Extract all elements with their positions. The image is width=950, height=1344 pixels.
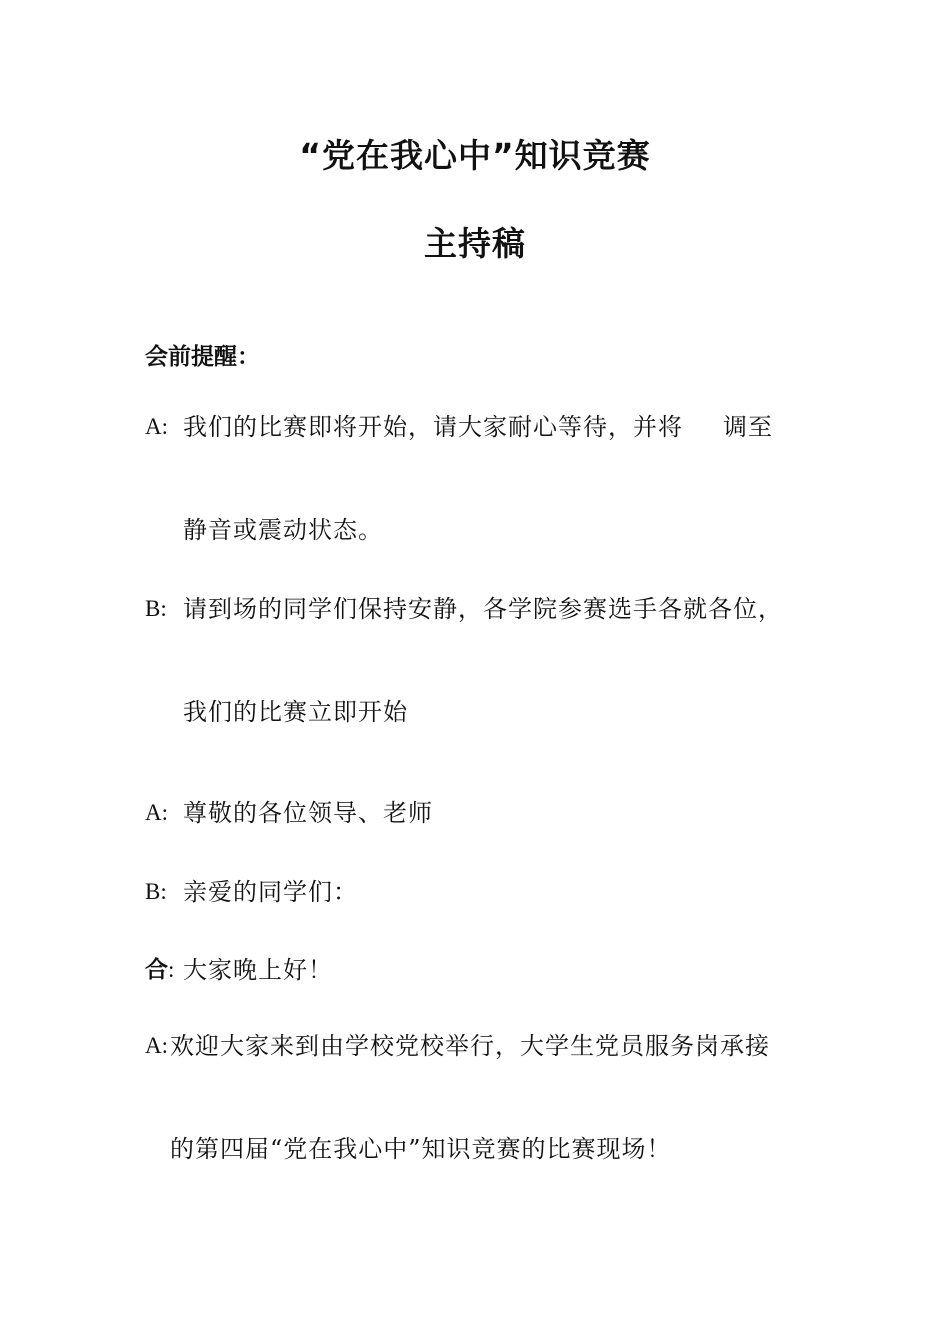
script-line: 欢迎大家来到由学校党校举行，大学生党员服务岗承接: [170, 1032, 770, 1060]
speaker-label-together: [145, 955, 174, 985]
script-line: 请到场的同学们保持安静，各学院参赛选手各就各位，: [183, 595, 783, 623]
script-line: 大家晚上好！: [183, 956, 333, 984]
speaker-colon: :: [168, 957, 175, 982]
speaker-label-a: A:: [145, 800, 168, 825]
script-line-continued: 的第四届“党在我心中”知识竞赛的比赛现场！: [170, 1135, 672, 1163]
speaker-label-b: B:: [145, 879, 167, 904]
script-text-continued: 调至: [723, 413, 773, 441]
script-text: 我们的比赛即将开始，请大家耐心等待，并将: [183, 413, 683, 441]
section-heading: 会前提醒：: [145, 344, 260, 370]
speaker-label-b: B:: [145, 596, 167, 621]
document-subtitle: 主持稿: [424, 224, 526, 263]
script-line-continued: 我们的比赛立即开始: [183, 698, 408, 726]
speaker-together-char: 合: [145, 957, 168, 983]
script-line: 亲爱的同学们：: [183, 878, 358, 906]
script-line: [183, 412, 773, 442]
script-line: 尊敬的各位领导、老师: [183, 799, 433, 827]
speaker-label-a: A:: [145, 1033, 168, 1058]
script-line-continued: 静音或震动状态。: [183, 516, 383, 544]
document-title: “党在我心中”知识竞赛: [299, 136, 651, 175]
speaker-label-a: A:: [145, 414, 168, 439]
